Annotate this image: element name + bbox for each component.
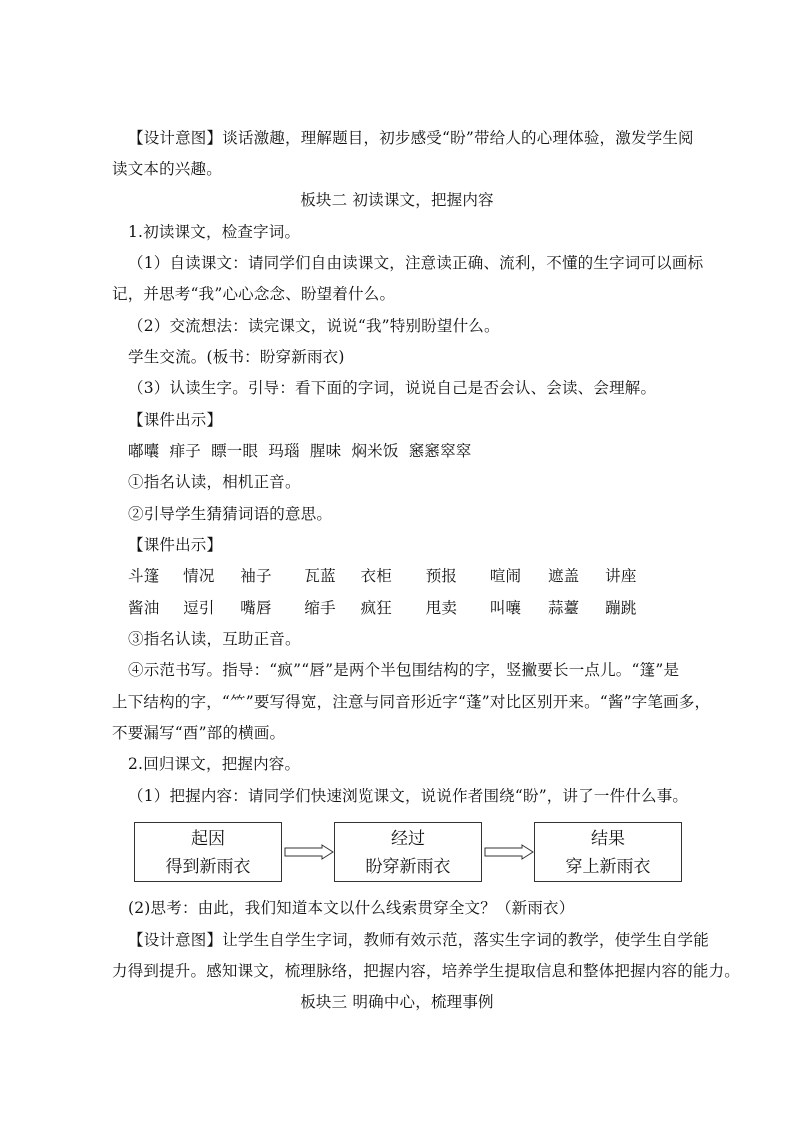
word: 蹦跳	[605, 599, 637, 617]
flow-box-title: 结果	[591, 829, 625, 849]
paragraph-8-line-2: 上下结构的字，“⺮”要写得宽，注意与同音形近字“蓬”对比区别开来。“酱”字笔画多，	[112, 693, 711, 711]
flow-box-result	[534, 822, 682, 882]
word: 瓦蓝	[304, 567, 336, 585]
flow-box-title: 起因	[191, 829, 225, 849]
arrow-right-icon	[284, 844, 334, 860]
paragraph-3: 学生交流。(板书：盼穿新雨衣)	[128, 348, 345, 366]
word: 衣柜	[360, 567, 392, 585]
word: 焖米饭	[351, 442, 399, 460]
word: 袖子	[240, 567, 272, 585]
word: 蒜薹	[547, 599, 580, 617]
word: 腥味	[309, 442, 342, 460]
word: 喧闹	[489, 567, 522, 585]
word-list-2	[128, 566, 708, 586]
section-3-title: 板块三 明确中心，梳理事例	[300, 993, 494, 1011]
design-intent-2-line-2: 力得到提升。感知课文，梳理脉络，把握内容，培养学生提取信息和整体把握内容的能力。	[112, 962, 741, 980]
word-list-3	[128, 598, 708, 618]
section-2-title: 板块二 初读课文，把握内容	[300, 191, 494, 209]
word: 窸窸窣窣	[408, 442, 472, 460]
word: 甩卖	[425, 599, 458, 617]
word: 瞟一眼	[211, 442, 259, 460]
flow-box-cause	[134, 822, 282, 882]
paragraph-7: ③指名认读，互助正音。	[128, 630, 301, 648]
paragraph-8-line-1: ④示范书写。指导：“疯”“唇”是两个半包围结构的字，竖撇要长一点儿。“篷”是	[128, 661, 680, 679]
word: 酱油	[128, 599, 160, 617]
flow-box-desc: 穿上新雨衣	[565, 857, 651, 877]
word: 讲座	[605, 567, 637, 585]
paragraph-2: （2）交流想法：读完课文，说说“我”特别盼望什么。	[128, 317, 500, 335]
design-intent-2-line-1: 【设计意图】让学生自学生字词，教师有效示范，落实生字词的教学，使学生自学能	[128, 931, 709, 949]
word: 斗篷	[128, 567, 160, 585]
word: 疯狂	[360, 599, 392, 617]
word: 遮盖	[547, 567, 580, 585]
paragraph-6: ②引导学生猜猜词语的意思。	[128, 505, 333, 523]
flow-box-process	[334, 822, 482, 882]
courseware-label-2: 【课件出示】	[128, 536, 223, 554]
word: 逗引	[183, 599, 215, 617]
paragraph-1-line-2: 记，并思考“我”心心念念、盼望着什么。	[112, 285, 396, 303]
word: 玛瑙	[268, 442, 300, 460]
design-intent-1-line-1: 【设计意图】谈话激趣，理解题目，初步感受“盼”带给人的心理体验，激发学生阅	[128, 129, 694, 147]
word: 叫嚷	[489, 599, 522, 617]
flow-box-title: 经过	[391, 829, 425, 849]
step-2-heading: 2.回归课文，把握内容。	[128, 755, 301, 773]
design-intent-1-line-2: 读文本的兴趣。	[112, 160, 222, 178]
courseware-label-1: 【课件出示】	[128, 411, 223, 429]
arrow-right-icon	[484, 844, 534, 860]
paragraph-9: （1）把握内容：请同学们快速浏览课文，说说作者围绕“盼”，讲了一件什么事。	[128, 787, 689, 805]
word: 嘴唇	[240, 599, 272, 617]
word: 痱子	[169, 442, 201, 460]
word: 预报	[425, 567, 458, 585]
paragraph-10: (2)思考：由此，我们知道本文以什么线索贯穿全文？（新雨衣）	[128, 899, 575, 917]
paragraph-5: ①指名认读，相机正音。	[128, 473, 301, 491]
flow-box-desc: 盼穿新雨衣	[365, 857, 451, 877]
flow-box-desc: 得到新雨衣	[165, 857, 251, 877]
word: 嘟囔	[128, 442, 160, 460]
word: 缩手	[304, 599, 336, 617]
paragraph-8-line-3: 不要漏写“酉”部的横画。	[112, 724, 286, 742]
word: 情况	[183, 567, 215, 585]
word-list-1	[128, 441, 708, 461]
step-1-heading: 1.初读课文，检查字词。	[128, 223, 301, 241]
paragraph-1-line-1: （1）自读课文：请同学们自由读课文，注意读正确、流利，不懂的生字词可以画标	[128, 254, 704, 272]
paragraph-4: （3）认读生字。引导：看下面的字词，说说自己是否会认、会读、会理解。	[128, 379, 657, 397]
